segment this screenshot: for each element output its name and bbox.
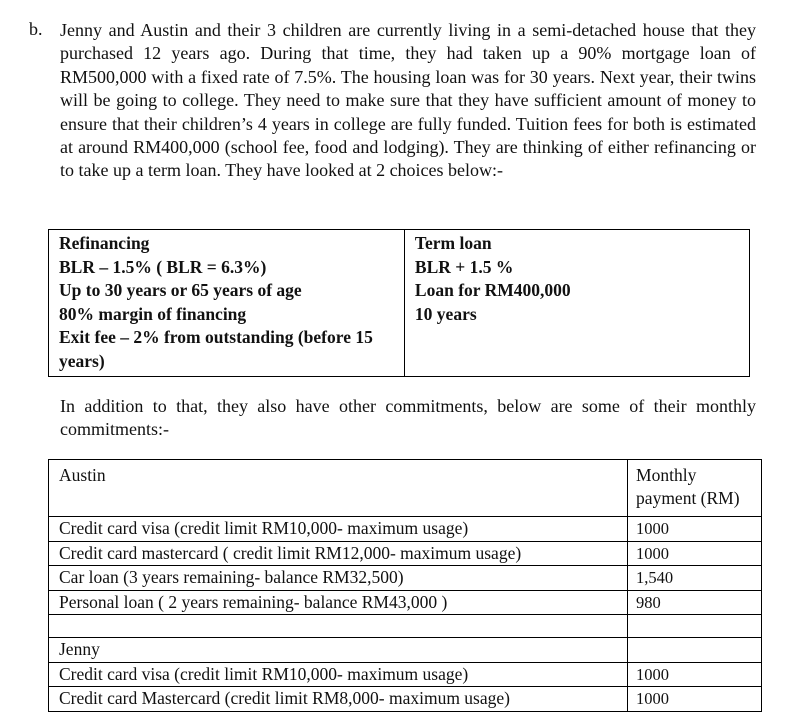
commitments-table: [48, 459, 762, 712]
commitment-item: Credit card mastercard ( credit limit RM12,000- maximum usage): [49, 541, 628, 566]
commitment-item: Credit card Mastercard (credit limit RM8,000- maximum usage): [49, 687, 628, 712]
table-row: [49, 541, 762, 566]
commitment-item: Credit card visa (credit limit RM10,000- maximum usage): [49, 662, 628, 687]
commitment-item: Car loan (3 years remaining- balance RM32,500): [49, 566, 628, 591]
table-row: [49, 566, 762, 591]
commitment-amount: 1000: [636, 689, 670, 708]
table-row: [49, 638, 762, 663]
refinancing-line: BLR – 1.5% ( BLR = 6.3%): [59, 256, 267, 277]
refinancing-line: 80% margin of financing: [59, 303, 247, 324]
commitments-intro: In addition to that, they also have other commitments, below are some of their monthly commitments:-: [60, 396, 756, 439]
commitment-amount: 1000: [636, 664, 670, 684]
commitment-amount: 1000: [636, 543, 670, 563]
refinancing-heading: Refinancing: [59, 233, 150, 253]
table-row: [49, 687, 762, 712]
choices-table: [48, 229, 750, 377]
term-loan-heading: Term loan: [414, 233, 492, 253]
jenny-header: Jenny: [49, 638, 628, 663]
term-loan-line: 10 years: [414, 303, 477, 324]
commitment-amount: 1000: [636, 519, 670, 538]
table-header-row: [49, 460, 762, 517]
payment-header: Monthly payment (RM): [628, 460, 762, 517]
term-loan-line: BLR + 1.5 %: [414, 256, 514, 277]
term-loan-cell: [404, 230, 749, 377]
refinancing-line: Exit fee – 2% from outstanding (before 15 years): [59, 327, 373, 371]
commitment-amount: 980: [636, 592, 661, 612]
commitment-item: Credit card visa (credit limit RM10,000- maximum usage): [49, 517, 628, 542]
table-row: [49, 662, 762, 687]
austin-header: Austin: [49, 460, 628, 517]
table-row: [49, 517, 762, 542]
question-text: Jenny and Austin and their 3 children are currently living in a semi-detached house that they purchased 12 years ago. During that time, they had taken up a 90% mortgage loan of RM500,000 with a fixed rate of 7.5%. The housing loan was for 30 years. Next year, their twins will be going to college. They need to make sure that they have sufficient amount of money to ensure that their children’s 4 years in college are fully funded. Tuition fees for both is estimated at around RM400,000 (school fee, food and lodging). They are thinking of either refinancing or to take up a term loan. They have looked at 2 choices below:-: [60, 20, 756, 181]
refinancing-line: Up to 30 years or 65 years of age: [59, 280, 302, 300]
question-label: b.: [29, 19, 43, 39]
term-loan-line: Loan for RM400,000: [414, 280, 571, 300]
choices-row: [49, 230, 750, 377]
commitment-item: Personal loan ( 2 years remaining- balance RM43,000 ): [49, 590, 628, 615]
commitment-amount: 1,540: [636, 568, 674, 587]
table-row: [49, 590, 762, 615]
refinancing-cell: [49, 230, 405, 377]
blank-row: [49, 615, 762, 638]
